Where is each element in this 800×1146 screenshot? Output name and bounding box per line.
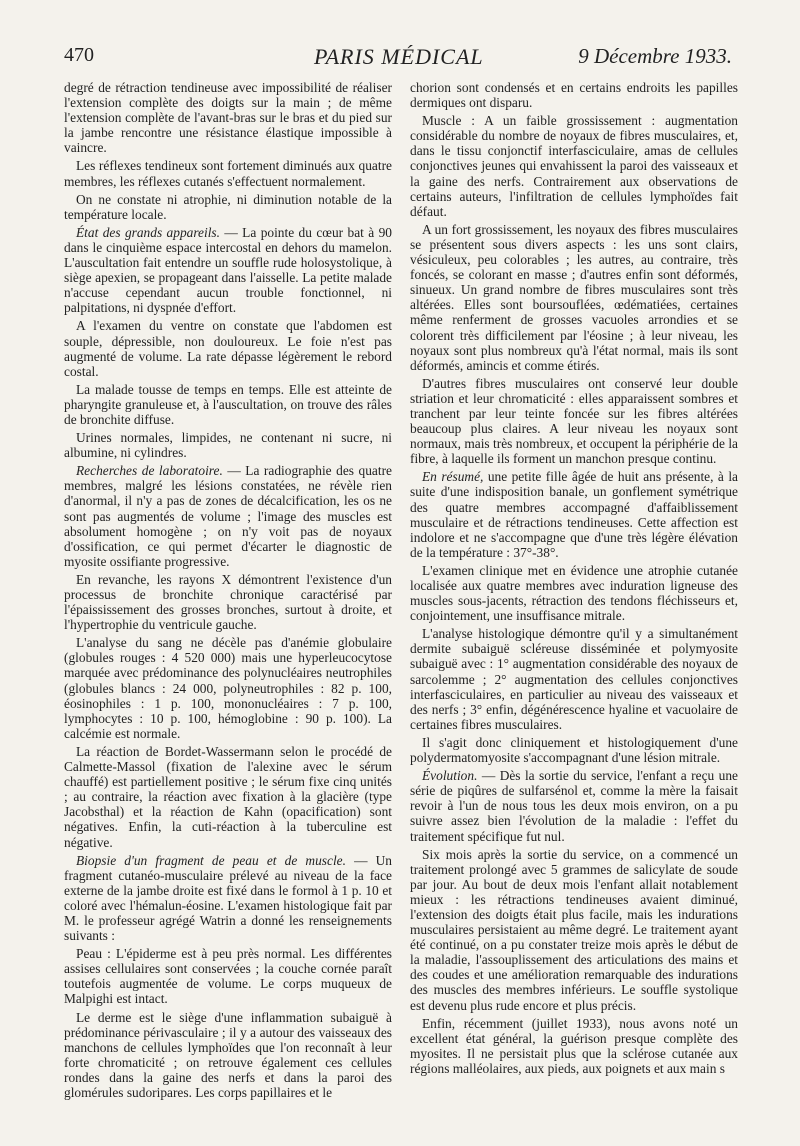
journal-title: PARIS MÉDICAL xyxy=(314,44,484,69)
paragraph-text: A un fort grossissement, les noyaux des fibres musculaires se présentent sous divers aspects : les uns sont clairs, vésiculeux, peu colorables ; les autres, au contraire, très foncés, se colorant en masse ; d'autres enfin sont déformés, sinueux. Un grand nombre de fibres musculaires sont très altérées. Elles sont boursouflées, œdématiées, certaines même renferment de grosses vacuoles arrondies et se colorent très difficilement par l'éosine ; à leur niveau, les noyaux sont plus nombreux qu'à l'état normal, mais ils sont déformés, amincis et comme étirés. xyxy=(410,221,738,373)
right-column xyxy=(410,80,738,1079)
paragraph-text: — La radiographie des quatre membres, malgré les lésions constatées, ne révèle rien d'anormal, il n'y a pas de zones de décalcification, les os ne sont pas augmentés de volume ; l'image des muscles est absolument homogène ; on n'y voit pas de noyaux d'ossification, ce qui permet d'écarter le diagnostic de myosite ossifiante progressive. xyxy=(64,463,392,569)
paragraph-text: L'analyse histologique démontre qu'il y a simultanément dermite subaiguë scléreuse disséminée et polymyosite subaiguë avec : 1° augmentation considérable des noyaux de sarcolemme ; 2° augmentation des cellules conjonctives interfasciculaires, en particulier au niveau des vaisseaux et des nerfs ; 3° enfin, dégénérescence hyaline et vacuolaire de certaines fibres musculaires. xyxy=(410,626,738,732)
paragraph xyxy=(64,430,392,460)
paragraph xyxy=(410,113,738,219)
paragraph-text: Muscle : A un faible grossissement : augmentation considérable du nombre de noyaux de fibres musculaires, et, dans le tissu conjonctif interfasciculaire, amas de cellules conjonctives jeunes qui envahissent la paroi des vaisseaux et la gaine des nerfs. Contrairement aux observations de certains auteurs, l'infiltration de cellules lymphoïdes fait défaut. xyxy=(410,113,738,219)
paragraph-text: Enfin, récemment (juillet 1933), nous avons noté un excellent état général, la guérison presque complète des myosites. Il ne persistait plus que la sclérose cutanée aux régions malléolaires, aux pieds, aux poignets et aux main s xyxy=(410,1015,738,1076)
paragraph-text: Urines normales, limpides, ne contenant ni sucre, ni albumine, ni cylindres. xyxy=(64,430,392,461)
paragraph-text: une petite fille âgée de huit ans présente, à la suite d'une indisposition banale, un gonflement symétrique des quatre membres accompagné d'affaiblissement musculaire et de rétractions tendineuses. Cette affection est indolore et ne s'accompagne que d'une très légère élévation de la température : 37°-38°. xyxy=(410,469,738,560)
paragraph-text: degré de rétraction tendineuse avec impossibilité de réaliser l'extension complète des doigts sur la main ; de même l'extension complète de l'avant-bras sur le bras et du pied sur la jambe rencontre une résistance élastique impossible à vaincre. xyxy=(64,80,392,156)
paragraph-lead: Évolution. xyxy=(422,768,478,784)
paragraph xyxy=(64,80,392,155)
paragraph xyxy=(64,318,392,378)
paragraph xyxy=(64,1010,392,1101)
paragraph-text: En revanche, les rayons X démontrent l'existence d'un processus de bronchite chronique caractérisé par l'épaississement des grosses bronches, surtout à droite, et l'hypertrophie du ventricule gauche. xyxy=(64,571,392,633)
paragraph-text: A l'examen du ventre on constate que l'abdomen est souple, dépressible, non douloureux. Le foie n'est pas augmenté de volume. La rate dépasse légèrement le rebord costal. xyxy=(64,318,392,379)
left-column xyxy=(64,80,392,1103)
paragraph-text: Six mois après la sortie du service, on a commencé un traitement prolongé avec 5 grammes de salicylate de soude par jour. Au bout de deux mois l'enfant allait notablement mieux : les rétractions tendineuses avaient diminué, l'extension des doigts était plus facile, mais les indurations musculaires persistaient au même degré. Le traitement ayant été continué, on a pu constater treize mois après le début de la maladie, l'assouplissement des articulations des mains et des coudes et une amélioration remarquable des indurations des muscles des membres inférieurs. Le souffle systolique est devenu plus rude encore et plus précis. xyxy=(410,846,738,1013)
issue-date: 9 Décembre 1933. xyxy=(578,44,732,68)
paragraph-lead: En résumé, xyxy=(422,469,484,485)
paragraph-text: La réaction de Bordet-Wassermann selon le procédé de Calmette-Massol (fixation de l'alexine avec le sérum chauffé) est partiellement positive ; le sérum fixe cinq unités ; au contraire, la réaction avec fixation à la glacière (type Jacobsthal) et la réaction de Kahn (opacification) sont négatives. Enfin, la cuti-réaction à la tuberculine est négative. xyxy=(64,743,392,850)
paragraph xyxy=(64,853,392,944)
paragraph xyxy=(64,158,392,188)
paragraph-text: L'analyse du sang ne décèle pas d'anémie globulaire (globules rouges : 4 520 000) mais une hyperleucocytose marquée avec prédominance des polynucléaires neutrophiles (globules blancs : 24 000, polyneutrophiles : 82 p. 100, éosinophiles : 1 p. 100, mononucléaires : 7 p. 100, lymphocytes : 10 p. 100, hémoglobine : 90 p. 100). La calcémie est normale. xyxy=(64,635,392,741)
paragraph-text: Le derme est le siège d'une inflammation subaiguë à prédominance périvasculaire ; il y a autour des vaisseaux des manchons de cellules lymphoïdes que l'on reconnaît à leur forte chromaticité ; on retrouve également ces cellules rondes dans la gaine des nerfs et dans la paroi des glomérules sudoripares. Les corps papillaires et le xyxy=(64,1009,392,1100)
paragraph xyxy=(410,376,738,467)
paragraph xyxy=(64,744,392,850)
paragraph xyxy=(64,192,392,222)
paragraph xyxy=(64,463,392,569)
paragraph xyxy=(410,80,738,110)
paragraph-text: chorion sont condensés et en certains endroits les papilles dermiques ont disparu. xyxy=(410,80,738,111)
paragraph xyxy=(410,768,738,843)
paragraph xyxy=(64,572,392,632)
paragraph-text: Peau : L'épiderme est à peu près normal. Les différentes assises cellulaires sont conservées ; la couche cornée paraît toutefois augmentée de volume. Le corps muqueux de Malpighi est intact. xyxy=(64,946,392,1007)
paragraph-text: L'examen clinique met en évidence une atrophie cutanée localisée aux quatre membres avec induration ligneuse des muscles sous-jacents, rétraction des tendons fléchisseurs et, conjointement, une insuffisance mitrale. xyxy=(410,562,738,624)
paragraph-lead: Biopsie d'un fragment de peau et de muscle. xyxy=(76,852,346,868)
running-header xyxy=(64,44,732,74)
paragraph xyxy=(410,626,738,732)
paragraph-text: — La pointe du cœur bat à 90 dans le cinquième espace intercostal en dehors du mamelon. L'auscultation fait entendre un souffle rude holosystolique, à siège apexien, se propageant dans l'aisselle. La petite malade n'accuse cependant aucun trouble fonctionnel, ni palpitations, ni dyspnée d'effort. xyxy=(64,224,392,316)
paragraph xyxy=(410,563,738,623)
paragraph xyxy=(64,635,392,741)
paragraph-text: On ne constate ni atrophie, ni diminution notable de la température locale. xyxy=(64,191,392,222)
paragraph xyxy=(64,225,392,316)
paragraph xyxy=(64,382,392,427)
paragraph-text: — Dès la sortie du service, l'enfant a reçu une série de piqûres de sulfarsénol et, comme la mère la faisait revoir à l'un de nous tous les deux mois environ, on a pu suivre assez bien l'évolution de la maladie : l'effet du traitement spécifique fut nul. xyxy=(410,768,738,844)
paragraph-text: D'autres fibres musculaires ont conservé leur double striation et leur chromaticité : elles apparaissent sombres et tranchent par leur teinte foncée sur les fibres altérées beaucoup plus claires. A leur niveau les noyaux sont normaux, mais très nombreux, et occupent la périphérie de la fibre, à laquelle ils forment un manchon presque continu. xyxy=(410,375,738,467)
paragraph xyxy=(410,1016,738,1076)
paragraph xyxy=(410,847,738,1013)
paragraph-text: — Un fragment cutanéo-musculaire prélevé au niveau de la face externe de la jambe droite est fixé dans le formol à 1 p. 10 et coloré avec l'hémalun-éosine. L'examen histologique fait par M. le professeur agrégé Watrin a donné les renseignements suivants : xyxy=(64,852,393,944)
paragraph-text: Les réflexes tendineux sont fortement diminués aux quatre membres, les réflexes cutanés s'effectuent normalement. xyxy=(64,158,392,189)
paragraph-text: Il s'agit donc cliniquement et histologiquement d'une polydermatomyosite s'accompagnant d'une lésion mitrale. xyxy=(410,734,738,766)
paragraph-lead: Recherches de laboratoire. xyxy=(76,463,223,479)
paragraph xyxy=(410,222,738,373)
paragraph-text: La malade tousse de temps en temps. Elle est atteinte de pharyngite granuleuse et, à l'auscultation, on trouve des râles de bronchite diffuse. xyxy=(64,381,392,427)
page-number: 470 xyxy=(64,44,94,66)
paragraph xyxy=(64,946,392,1006)
paragraph xyxy=(410,735,738,765)
paragraph xyxy=(410,469,738,560)
paragraph-lead: État des grands appareils. xyxy=(76,224,220,240)
